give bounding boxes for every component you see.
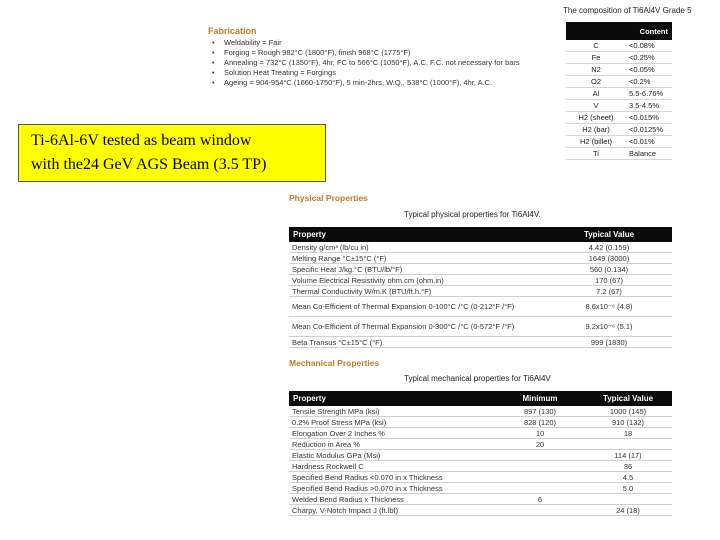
value-cell: 999 (1830) xyxy=(546,337,672,348)
property-cell: Volume Electrical Resistivity ohm.cm (ohm.in) xyxy=(289,275,546,286)
table-row xyxy=(289,253,672,264)
table-row xyxy=(566,76,672,88)
minimum-cell xyxy=(496,472,584,483)
table-row xyxy=(289,417,672,428)
fabrication-heading: Fabrication xyxy=(208,26,257,36)
minimum-cell: 897 (130) xyxy=(496,406,584,417)
value-cell: 560 (0.134) xyxy=(546,264,672,275)
value-cell: 170 (67) xyxy=(546,275,672,286)
element-cell: H2 (billet) xyxy=(566,136,626,148)
value-cell: 7.2 (67) xyxy=(546,286,672,297)
minimum-cell: 828 (120) xyxy=(496,417,584,428)
column-header: Property xyxy=(289,227,546,242)
table-row xyxy=(289,428,672,439)
element-cell: H2 (bar) xyxy=(566,124,626,136)
property-cell: Specified Bend Radius <0.070 in x Thickness xyxy=(289,472,496,483)
content-cell: 3.5-4.5% xyxy=(626,100,672,112)
typical-cell: 24 (18) xyxy=(584,505,672,516)
typical-cell: 910 (132) xyxy=(584,417,672,428)
property-cell: Welded Bend Radius x Thickness xyxy=(289,494,496,505)
minimum-cell xyxy=(496,450,584,461)
physical-properties-caption: Typical physical properties for Ti6Al4V. xyxy=(404,210,541,219)
table-row xyxy=(566,124,672,136)
property-cell: Specific Heat J/kg.°C (BTU/lb/°F) xyxy=(289,264,546,275)
content-cell: <0.05% xyxy=(626,64,672,76)
content-cell: <0.01% xyxy=(626,136,672,148)
list-item: • Weldability = Fair xyxy=(210,38,562,48)
property-cell: Tensile Strength MPa (ksi) xyxy=(289,406,496,417)
element-cell: H2 (sheet) xyxy=(566,112,626,124)
table-row xyxy=(289,505,672,516)
callout-line-2: with the24 GeV AGS Beam (3.5 TP) xyxy=(31,156,267,173)
table-row xyxy=(289,264,672,275)
content-cell: <0.0125% xyxy=(626,124,672,136)
content-cell: 5.5-6.76% xyxy=(626,88,672,100)
content-cell: <0.25% xyxy=(626,52,672,64)
table-row xyxy=(566,100,672,112)
mechanical-properties-heading: Mechanical Properties xyxy=(289,358,380,368)
property-cell: Mean Co-Efficient of Thermal Expansion 0-300°C /°C (0-572°F /°F) xyxy=(289,317,546,337)
column-header: Typical Value xyxy=(546,227,672,242)
property-cell: Elongation Over 2 Inches % xyxy=(289,428,496,439)
typical-cell: 5.0 xyxy=(584,483,672,494)
value-cell: 4.42 (0.159) xyxy=(546,242,672,253)
property-cell: Elastic Modulus GPa (Msi) xyxy=(289,450,496,461)
table-row xyxy=(289,317,672,337)
table-row xyxy=(566,88,672,100)
element-cell: N2 xyxy=(566,64,626,76)
table-row xyxy=(289,242,672,253)
typical-cell: 36 xyxy=(584,461,672,472)
property-cell: Reduction in Area % xyxy=(289,439,496,450)
typical-cell xyxy=(584,494,672,505)
property-cell: Thermal Conductivity W/m.K (BTU/ft.h.°F) xyxy=(289,286,546,297)
table-row xyxy=(289,494,672,505)
typical-cell: 1000 (145) xyxy=(584,406,672,417)
column-header: Property xyxy=(289,391,496,406)
element-cell: C xyxy=(566,40,626,52)
property-cell: Melting Range °C±15°C (°F) xyxy=(289,253,546,264)
property-cell: Charpy, V-Notch Impact J (ft.lbf) xyxy=(289,505,496,516)
property-cell: Density g/cm³ (lb/cu in) xyxy=(289,242,546,253)
element-cell: Al xyxy=(566,88,626,100)
typical-cell: 114 (17) xyxy=(584,450,672,461)
property-cell: Hardness Rockwell C xyxy=(289,461,496,472)
content-cell: <0.08% xyxy=(626,40,672,52)
minimum-cell: 20 xyxy=(496,439,584,450)
content-cell: <0.015% xyxy=(626,112,672,124)
property-cell: Mean Co-Efficient of Thermal Expansion 0-100°C /°C (0-212°F /°F) xyxy=(289,297,546,317)
table-row xyxy=(289,297,672,317)
content-cell: <0.2% xyxy=(626,76,672,88)
table-row xyxy=(566,52,672,64)
minimum-cell xyxy=(496,483,584,494)
fabrication-list xyxy=(210,38,562,88)
table-row xyxy=(566,136,672,148)
physical-properties-heading: Physical Properties xyxy=(289,193,368,203)
value-cell: 8.6x10⁻⁶ (4.8) xyxy=(546,297,672,317)
mechanical-properties-caption: Typical mechanical properties for Ti6Al4V xyxy=(404,374,551,383)
element-cell: Fe xyxy=(566,52,626,64)
element-cell: Ti xyxy=(566,148,626,160)
typical-cell: 18 xyxy=(584,428,672,439)
table-row xyxy=(289,286,672,297)
table-row xyxy=(566,40,672,52)
column-header: Typical Value xyxy=(584,391,672,406)
property-cell: 0.2% Proof Stress MPa (ksi) xyxy=(289,417,496,428)
beam-window-callout xyxy=(18,124,326,182)
table-row xyxy=(566,64,672,76)
table-row xyxy=(566,148,672,160)
value-cell: 1649 (3000) xyxy=(546,253,672,264)
list-item: • Solution Heat Treating = Forgings xyxy=(210,68,562,78)
physical-properties-table xyxy=(289,227,672,348)
property-cell: Specified Bend Radius >0.070 in x Thickness xyxy=(289,483,496,494)
content-cell: Balance xyxy=(626,148,672,160)
property-cell: Beta Transus °C±15°C (°F) xyxy=(289,337,546,348)
typical-cell xyxy=(584,439,672,450)
table-row xyxy=(289,450,672,461)
composition-header: Content xyxy=(566,22,672,40)
composition-title: The composition of Ti6Al4V Grade 5 xyxy=(563,6,692,15)
table-row xyxy=(289,406,672,417)
element-cell: O2 xyxy=(566,76,626,88)
element-cell: V xyxy=(566,100,626,112)
typical-cell: 4.5 xyxy=(584,472,672,483)
callout-line-1: Ti-6Al-6V tested as beam window xyxy=(31,132,252,149)
list-item: • Ageing = 904-954°C (1660-1750°F), 5 min-2hrs, W.Q., 538°C (1000°F), 4hr, A.C. xyxy=(210,78,562,88)
column-header: Minimum xyxy=(496,391,584,406)
minimum-cell: 6 xyxy=(496,494,584,505)
minimum-cell: 10 xyxy=(496,428,584,439)
table-row xyxy=(566,112,672,124)
table-row xyxy=(289,472,672,483)
list-item: • Forging = Rough 982°C (1800°F), finish 968°C (1775°F) xyxy=(210,48,562,58)
table-row xyxy=(289,461,672,472)
value-cell: 9.2x10⁻⁶ (5.1) xyxy=(546,317,672,337)
minimum-cell xyxy=(496,505,584,516)
table-row xyxy=(289,439,672,450)
list-item: • Annealing = 732°C (1350°F), 4hr, FC to 566°C (1050°F), A.C. F.C. not necessary for bars xyxy=(210,58,562,68)
table-row xyxy=(289,275,672,286)
table-row xyxy=(289,337,672,348)
composition-table xyxy=(566,22,672,160)
mechanical-properties-table xyxy=(289,391,672,516)
table-row xyxy=(289,483,672,494)
minimum-cell xyxy=(496,461,584,472)
